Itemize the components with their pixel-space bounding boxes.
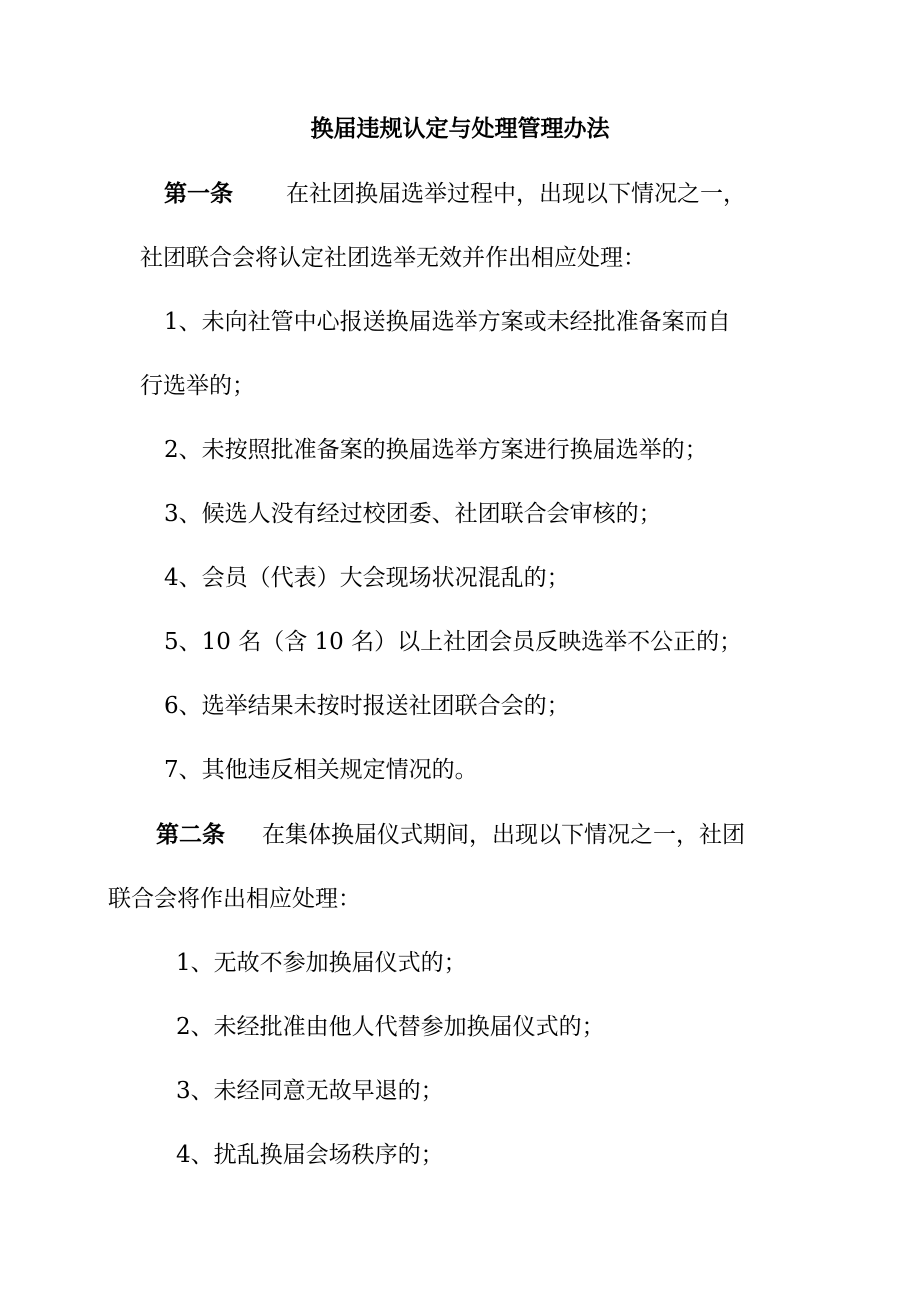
article-1-item-7: 7、其他违反相关规定情况的。 <box>164 757 478 783</box>
article-2-item-3: 3、未经同意无故早退的； <box>176 1078 444 1104</box>
article-1-item-5: 5、10 名（含 10 名）以上社团会员反映选举不公正的； <box>164 629 743 655</box>
article-1-label: 第一条 <box>164 180 233 207</box>
article-1-item-1-line-1: 1、未向社管中心报送换届选举方案或未经批准备案而自 <box>164 309 731 335</box>
article-1-item-1-line-2: 行选举的； <box>140 373 255 399</box>
article-1-item-2: 2、未按照批准备案的换届选举方案进行换届选举的； <box>164 437 708 463</box>
article-1-intro-line-2: 社团联合会将认定社团选举无效并作出相应处理： <box>140 245 646 271</box>
article-1-item-6: 6、选举结果未按时报送社团联合会的； <box>164 693 570 719</box>
article-2-item-2: 2、未经批准由他人代替参加换届仪式的； <box>176 1014 605 1040</box>
document-title: 换届违规认定与处理管理办法 <box>310 115 610 142</box>
article-2-item-1: 1、无故不参加换届仪式的； <box>176 950 467 976</box>
article-2-intro-line-2: 联合会将作出相应处理： <box>108 886 361 912</box>
article-2-item-4: 4、扰乱换届会场秩序的； <box>176 1142 444 1168</box>
article-1-intro-line-1: 在社团换届选举过程中，出现以下情况之一， <box>286 181 746 207</box>
article-1-item-3: 3、候选人没有经过校团委、社团联合会审核的； <box>164 501 662 527</box>
article-2-label: 第二条 <box>156 821 225 848</box>
article-2-intro-line-1: 在集体换届仪式期间，出现以下情况之一，社团 <box>262 822 745 848</box>
article-1-item-4: 4、会员（代表）大会现场状况混乱的； <box>164 565 570 591</box>
